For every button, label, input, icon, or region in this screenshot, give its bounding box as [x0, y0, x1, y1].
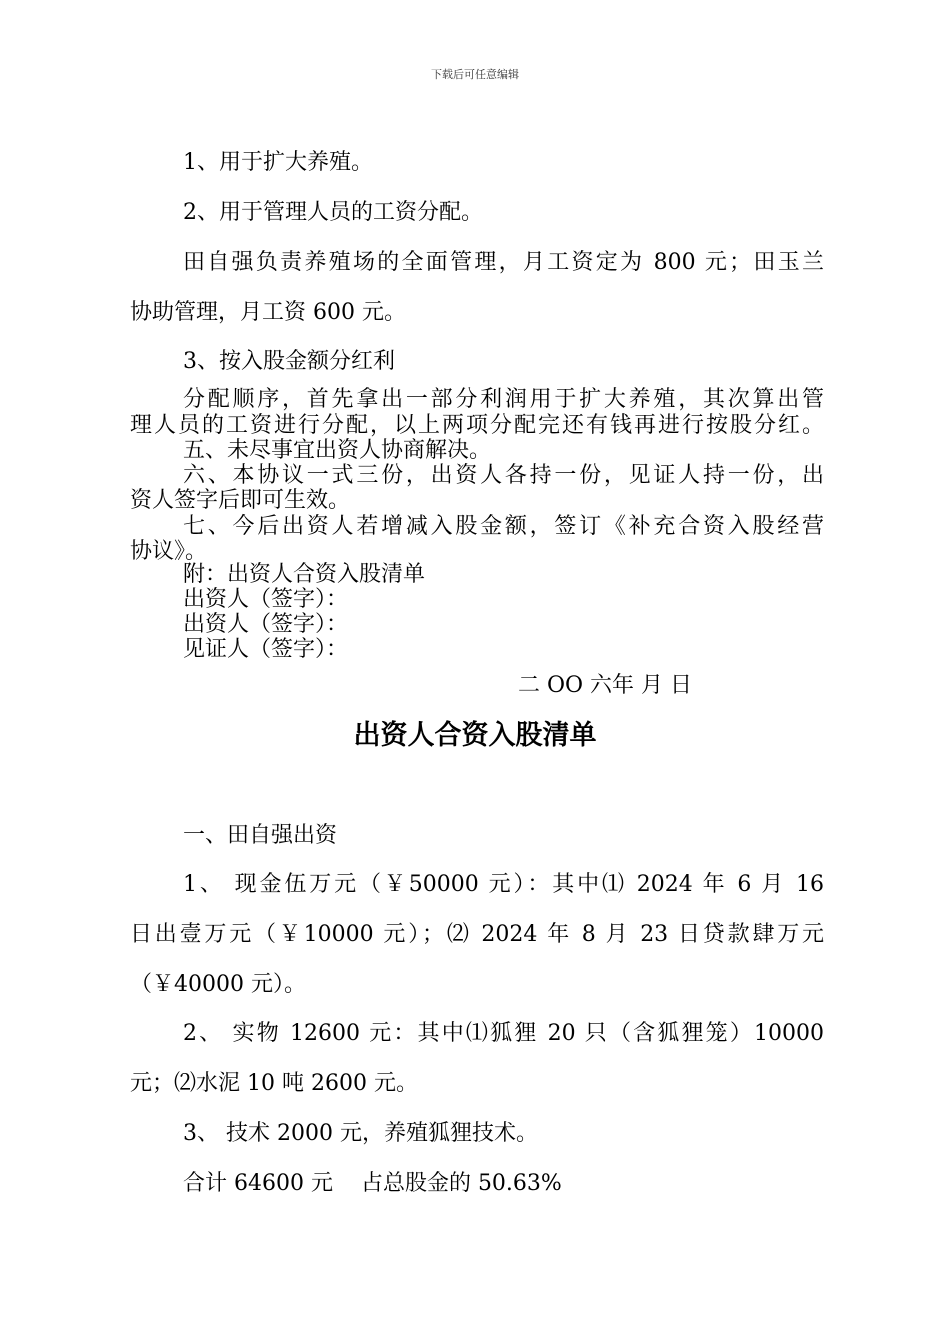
paragraph-dividend: 3、按入股金额分红利	[183, 349, 395, 374]
paragraph-expand-breeding: 1、用于扩大养殖。	[183, 150, 373, 175]
clause-seven-line1: 七、今后出资人若增减入股金额，签订《补充合资入股经营	[183, 514, 824, 539]
clause-six-line1: 六、本协议一式三份，出资人各持一份，见证人持一份，出	[183, 463, 824, 488]
item-goods-line2: 元；⑵水泥 10 吨 2600 元。	[130, 1071, 418, 1096]
item-cash-line1: 1、 现金伍万元（￥50000 元）：其中⑴ 2024 年 6 月 16	[183, 872, 824, 897]
signing-date: 二 OO 六年 月 日	[518, 673, 693, 698]
list-title: 出资人合资入股清单	[353, 720, 597, 751]
item-cash-line2: 日出壹万元（￥10000 元）；⑵ 2024 年 8 月 23 日贷款肆万元	[130, 922, 824, 947]
paragraph-salary-detail-line1: 田自强负责养殖场的全面管理，月工资定为 800 元；田玉兰	[183, 250, 824, 275]
signature-investor-2: 出资人（签字）：	[183, 612, 349, 637]
clause-seven-line2: 协议》。	[130, 539, 208, 564]
appendix-note: 附：出资人合资入股清单	[183, 562, 426, 587]
item-technology: 3、 技术 2000 元，养殖狐狸技术。	[183, 1121, 538, 1146]
item-total: 合计 64600 元 占总股金的 50.63%	[183, 1171, 562, 1196]
item-cash-line3: （￥40000 元）。	[130, 972, 306, 997]
paragraph-salary-detail-line2: 协助管理，月工资 600 元。	[130, 300, 406, 325]
paragraph-distribution-order-line1: 分配顺序，首先拿出一部分利润用于扩大养殖，其次算出管	[183, 387, 824, 412]
paragraph-distribution-order-line2: 理人员的工资进行分配，以上两项分配完还有钱再进行按股分红。	[130, 413, 824, 438]
signature-investor-1: 出资人（签字）：	[183, 587, 349, 612]
section-tian-ziqiang: 一、田自强出资	[183, 823, 338, 848]
page-header: 下载后可任意编辑	[431, 68, 519, 81]
item-goods-line1: 2、 实物 12600 元：其中⑴狐狸 20 只（含狐狸笼）10000	[183, 1021, 824, 1046]
clause-five: 五、未尽事宜出资人协商解决。	[183, 438, 492, 463]
paragraph-management-salary: 2、用于管理人员的工资分配。	[183, 200, 483, 225]
signature-witness: 见证人（签字）：	[183, 637, 349, 662]
clause-six-line2: 资人签字后即可生效。	[130, 488, 351, 513]
